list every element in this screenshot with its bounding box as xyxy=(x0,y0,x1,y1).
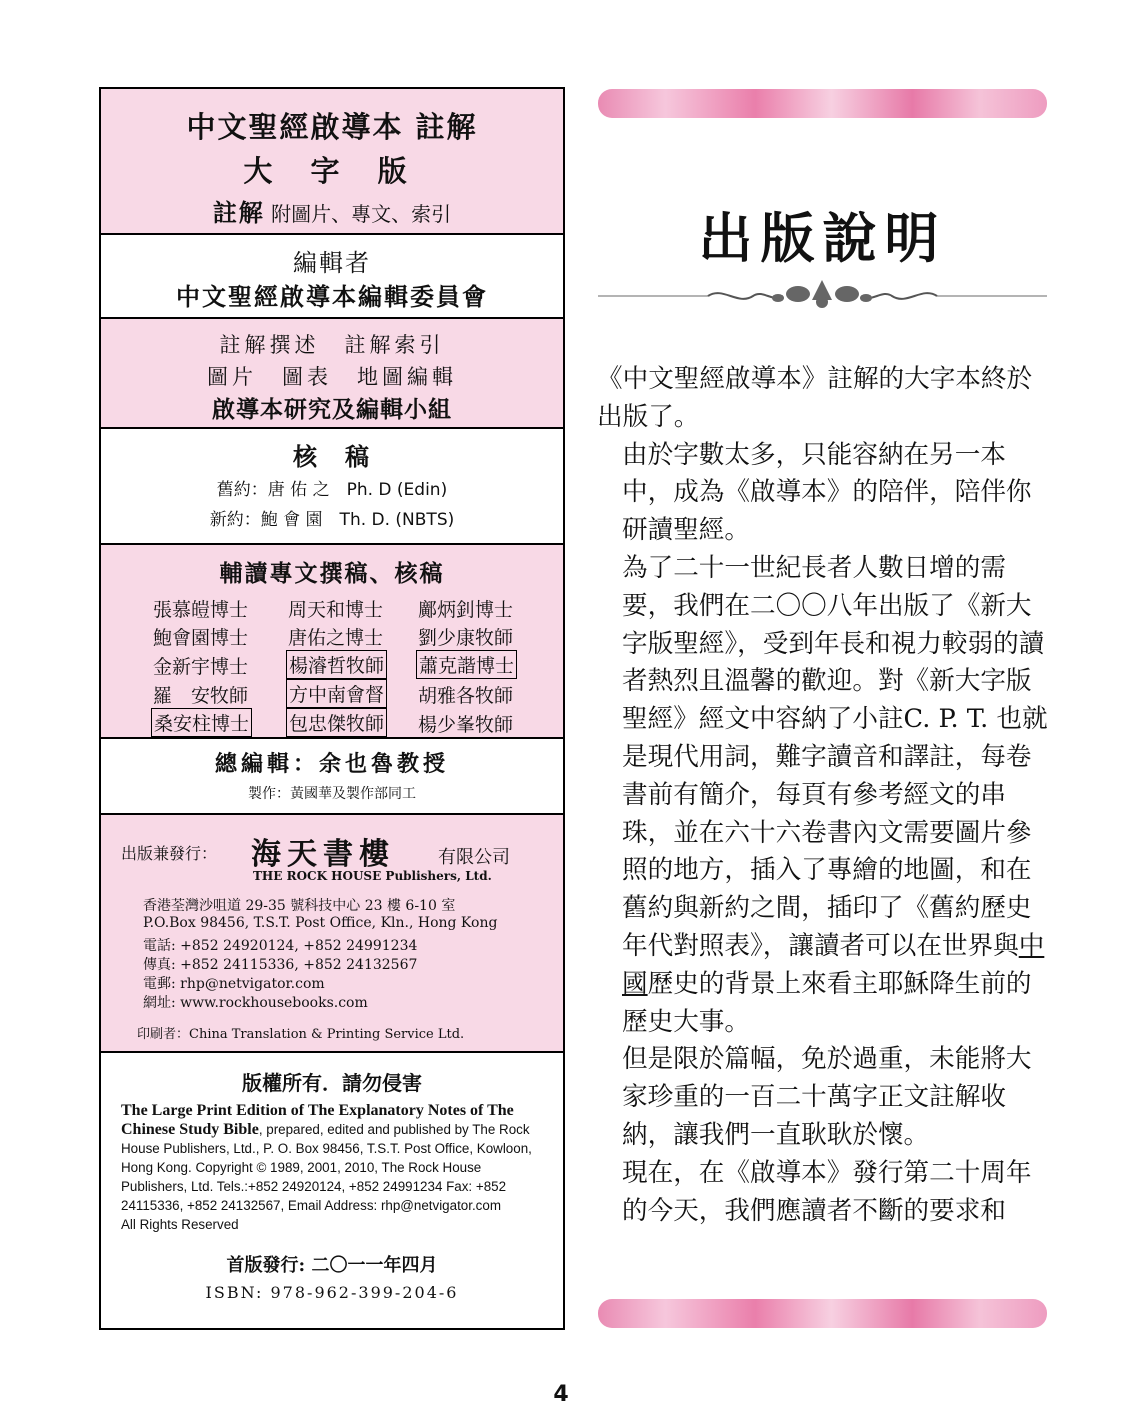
copyright-heading: 版權所有．請勿侵害 xyxy=(242,1071,422,1095)
publisher-label: 出版兼發行： xyxy=(121,844,218,863)
all-rights-reserved: All Rights Reserved xyxy=(121,1217,239,1232)
colophon-box xyxy=(99,87,565,1330)
chief-editor-section xyxy=(101,739,563,815)
contributor: 金新宇博士 xyxy=(153,656,249,678)
review-heading: 核 稿 xyxy=(293,442,371,471)
paragraph-4: 但是限於篇幅，免於過重，未能將大家珍重的一百二十萬字正文註解收納，讓我們一直耿耿於懷。 xyxy=(622,1044,1032,1150)
publisher-fax: 傳真: +852 24115336, +852 24132567 xyxy=(143,957,418,973)
paragraph-3 xyxy=(597,550,1052,1041)
review-section xyxy=(101,429,563,545)
contributor-boxed: 蕭克諧博士 xyxy=(416,650,517,679)
notes-line xyxy=(101,193,563,228)
chief-editor: 總編輯：余也魯教授 xyxy=(214,751,449,777)
editor-heading: 編輯者 xyxy=(293,249,371,277)
contributor-boxed: 桑安柱博士 xyxy=(151,708,252,737)
contributor-boxed: 楊濬哲牧師 xyxy=(286,650,387,679)
publisher-logo: 海天書樓 xyxy=(251,837,395,872)
paragraph-5: 現在，在《啟導本》發行第二十周年的今天，我們應讀者不斷的要求和 xyxy=(622,1157,1032,1226)
annotation-team: 啟導本研究及編輯小組 xyxy=(212,397,452,423)
copyright-text: , prepared, edited and published by The Rock House Publishers, Ltd., P. O. Box 98456, T.S.T. Post Office, Kowloon, Hong Kong. Copyright © 1989, 2001, 2010, The Rock House Publishers, Ltd. Tels.:+852 24920124, +852 24991234 Fax: +852 24115336, +852 24132567, Email Address: rhp@netvigator.com xyxy=(121,1122,532,1213)
contributor-boxed: 方中南會督 xyxy=(286,679,387,708)
contributor: 羅 安牧師 xyxy=(153,685,249,707)
publication-notes xyxy=(597,361,1052,1230)
annotation-section xyxy=(101,319,563,429)
publisher-pobox: P.O.Box 98456, T.S.T. Post Office, Kln., Hong Kong xyxy=(143,915,498,931)
paragraph-3-part-a: 為了二十一世紀長者人數日增的需要，我們在二〇〇八年出版了《新大字版聖經》，受到年長和視力較弱的讀者熱烈且溫馨的歡迎。對《新大字版聖經》經文中容納了小註C. P. T. 也就是現代用詞，難字讀音和譯註，每卷書前有簡介，每頁有參考經文的串珠，並在六十六卷書內文需要圖片參照的地方，插入了專繪的地圖，和在舊約與新約之間，插印了《舊約歷史年代對照表》，讓讀者可以在世界與 xyxy=(622,552,1048,961)
publisher-phone: 電話: +852 24920124, +852 24991234 xyxy=(143,938,418,954)
contributor: 胡雅各牧師 xyxy=(418,685,514,707)
book-title: 中文聖經啟導本 註解 xyxy=(186,110,478,144)
publisher-website: 網址: www.rockhousebooks.com xyxy=(143,995,368,1011)
contributor: 鮑會園博士 xyxy=(153,627,249,649)
contributor: 張慕皚博士 xyxy=(153,599,249,621)
contributor: 楊少峯牧師 xyxy=(418,714,514,736)
contributor: 唐佑之博士 xyxy=(288,627,384,649)
top-decorative-banner xyxy=(598,89,1047,118)
articles-heading: 輔讀專文撰稿、核稿 xyxy=(219,561,445,587)
contributor: 劉少康牧師 xyxy=(418,627,514,649)
ornament-divider-icon xyxy=(598,278,1047,314)
review-ot: 舊約：唐 佑 之 Ph. D (Edin) xyxy=(216,480,448,500)
paragraph-2: 由於字數太多，只能容納在另一本中，成為《啟導本》的陪伴，陪伴你研讀聖經。 xyxy=(622,439,1032,546)
contributor-boxed: 包忠傑牧師 xyxy=(286,708,387,737)
first-edition: 首版發行: 二〇一一年四月 xyxy=(226,1255,438,1276)
notes-desc: 附圖片、專文、索引 xyxy=(264,202,452,226)
annotation-line-2: 圖片 圖表 地圖編輯 xyxy=(207,365,457,389)
title-section xyxy=(101,89,563,235)
paragraph-3-underlined: 中國 xyxy=(622,930,1045,999)
publisher-section xyxy=(101,815,563,1053)
printer-credit: 印刷者：China Translation & Printing Service Ltd. xyxy=(137,1027,465,1042)
annotation-line-1: 註解撰述 註解索引 xyxy=(219,333,445,357)
isbn: ISBN: 978-962-399-204-6 xyxy=(205,1283,459,1302)
page-number: 4 xyxy=(553,1382,569,1407)
bottom-decorative-banner xyxy=(598,1299,1047,1328)
editor-name: 中文聖經啟導本編輯委員會 xyxy=(176,283,488,311)
paragraph-1: 《中文聖經啟導本》註解的大字本終於出版了。 xyxy=(597,364,1033,432)
articles-section xyxy=(101,545,563,739)
contributor: 鄺炳釗博士 xyxy=(418,599,514,621)
copyright-section xyxy=(101,1053,563,1328)
review-nt: 新約：鮑 會 園 Th. D. (NBTS) xyxy=(209,510,455,530)
page-title: 出版說明 xyxy=(698,206,947,270)
notes-bold: 註解 xyxy=(212,199,265,227)
production-credit: 製作：黃國華及製作部同工 xyxy=(248,786,416,802)
paragraph-3-part-b: 歷史的背景上來看主耶穌降生前的歷史大事。 xyxy=(622,968,1032,1037)
contributor: 周天和博士 xyxy=(288,599,384,621)
publisher-address: 香港荃灣沙咀道 29-35 號科技中心 23 樓 6-10 室 xyxy=(143,898,456,914)
publisher-english-name: THE ROCK HOUSE Publishers, Ltd. xyxy=(253,869,492,883)
publisher-email: 電郵: rhp@netvigator.com xyxy=(143,976,325,992)
editor-section xyxy=(101,235,563,319)
edition-label: 大 字 版 xyxy=(243,154,421,188)
copyright-paragraph xyxy=(121,1101,546,1234)
copyright-book-title: The Large Print Edition of The Explanatory Notes of The Chinese Study Bible xyxy=(121,1102,514,1138)
publisher-suffix: 有限公司 xyxy=(438,847,510,868)
